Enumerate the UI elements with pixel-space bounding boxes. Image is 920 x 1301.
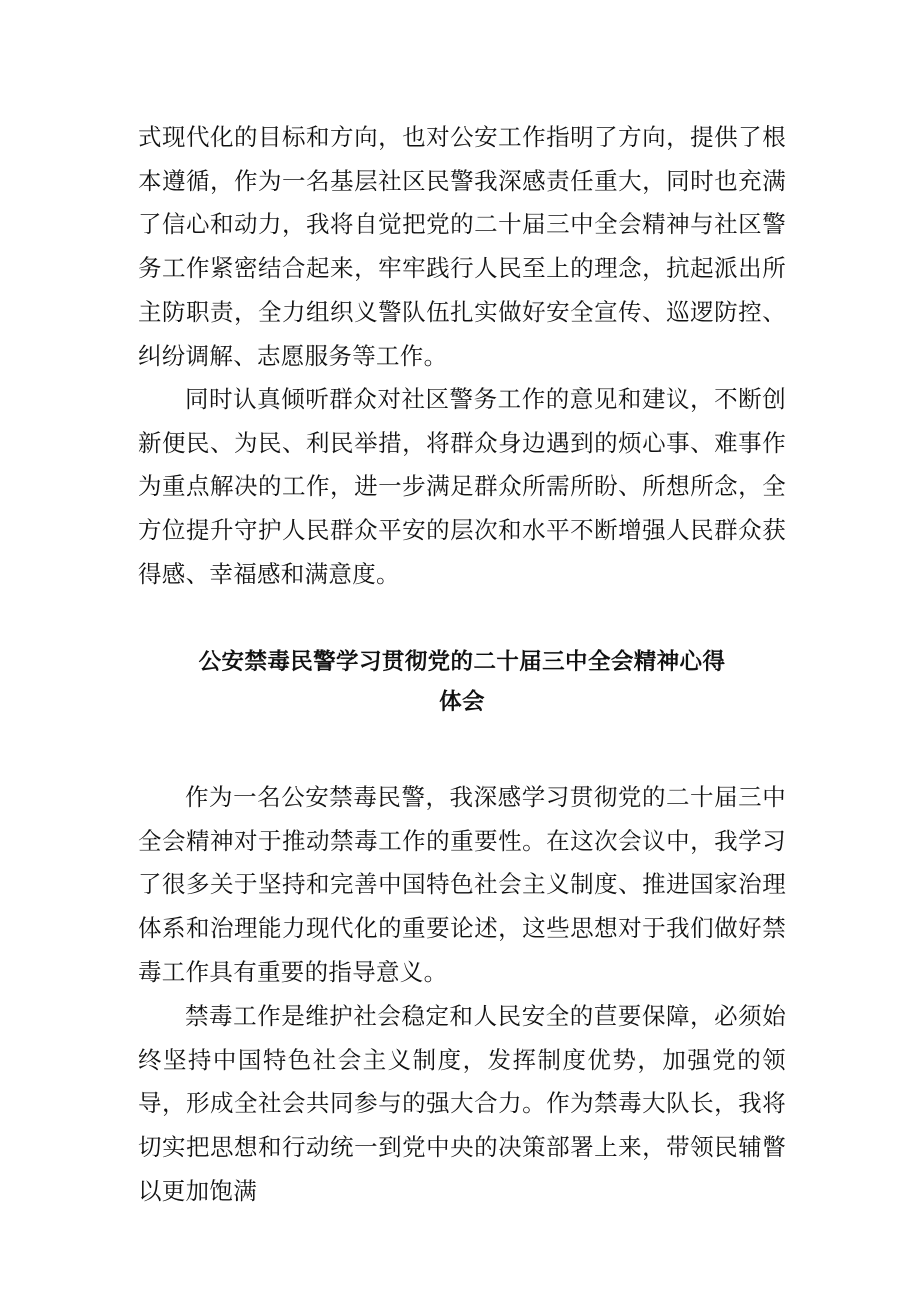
paragraph-continued-top: 式现代化的目标和方向，也对公安工作指明了方向，提供了根本遵循，作为一名基层社区民警我深感责任重大，同时也充满了信心和动力，我将自觉把党的二十届三中全会精神与社区警务工作紧密结合起来，牢牢践行人民至上的理念，抗起派出所主防职责，全力组织义警队伍扎实做好安全宣传、巡逻防控、纠纷调解、志愿服务等工作。 [138,123,786,370]
paragraph-intro-narcotics: 作为一名公安禁毒民警，我深感学习贯彻党的二十届三中全会精神对于推动禁毒工作的重要性。在这次会议中，我学习了很多关于坚持和完善中国特色社会主义制度、推进国家治理体系和治理能力现代化的重要论述，这些思想对于我们做好禁毒工作具有重要的指导意义。 [138,783,786,986]
section-title-line-2: 体会 [439,689,485,715]
paragraph-narcotics-work: 禁毒工作是维护社会稳定和人民安全的苣要保障，必须始终坚持中国特色社会主义制度，发挥制度优势，加强党的领导，形成全社会共同参与的强大合力。作为禁毒大队长，我将切实把思想和行动统一到党中央的决策部署上来，带领民辅瞥以更加饱满 [138,1002,786,1205]
section-title [138,642,786,722]
section-title-line-1: 公安禁毒民警学习贯彻党的二十届三中全会精神心得 [198,649,726,675]
paragraph-listening-to-public: 同时认真倾听群众对社区警务工作的意见和建议，不断创新便民、为民、利民举措，将群众身边遇到的烦心事、难事作为重点解决的工作，进一步满足群众所需所盼、所想所念，全方位提升守护人民群众平安的层次和水平不断增强人民群众获得感、幸福感和满意度。 [138,385,786,588]
